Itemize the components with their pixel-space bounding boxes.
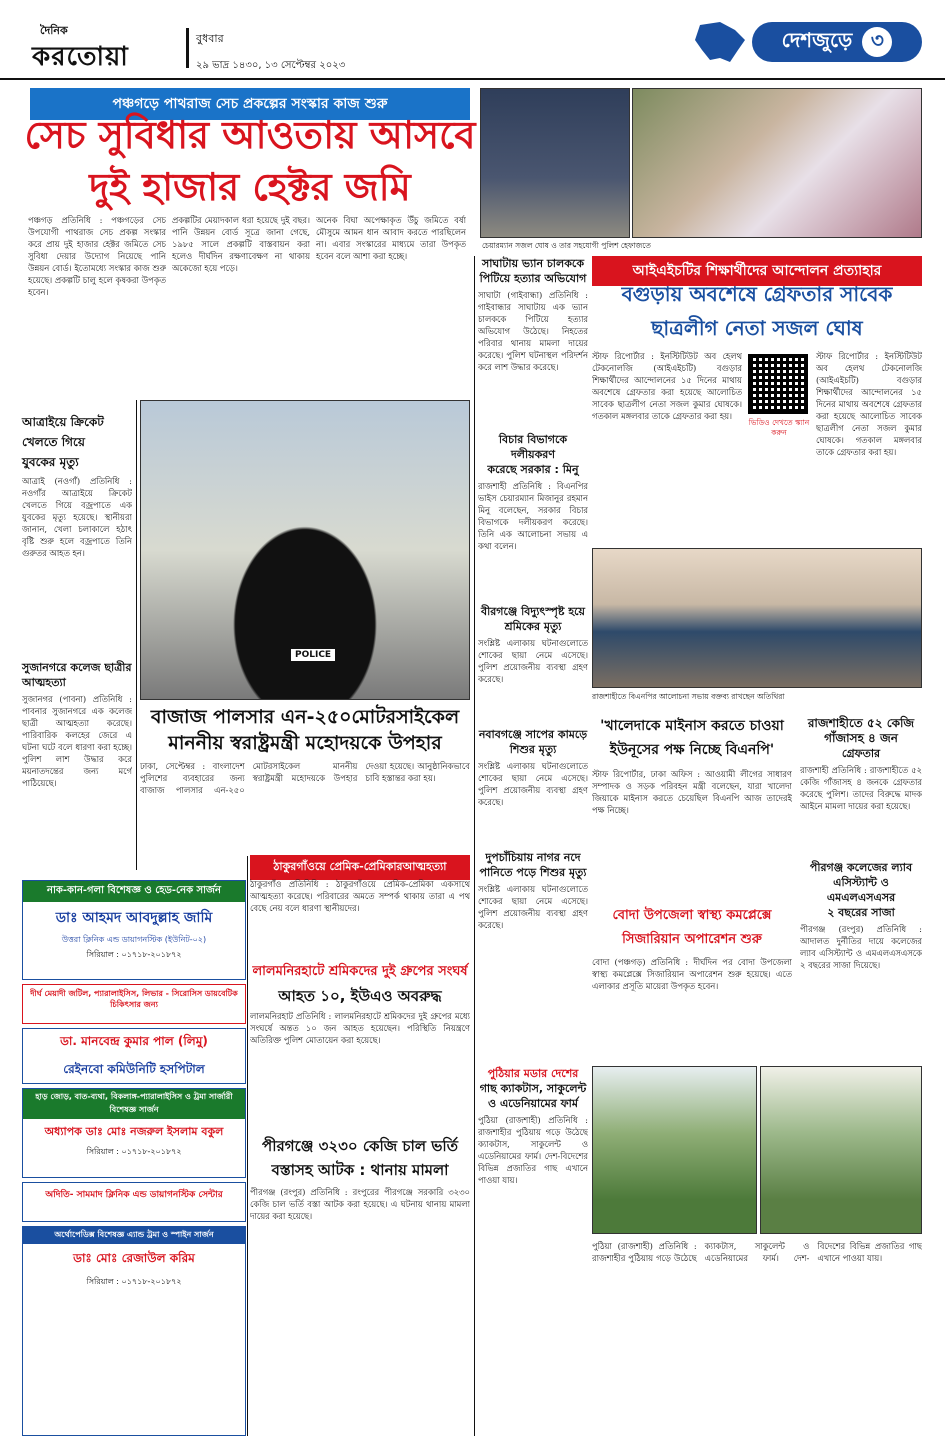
aditi-ad [22,1182,246,1222]
column-rule [474,256,475,1436]
arrest-photo [480,88,630,238]
header-divider [186,28,189,68]
cactus-photo-1 [592,1066,757,1234]
newspaper-logo: করতোয়া [32,42,129,72]
birganj-title-1: বীরগঞ্জে বিদ্যুৎস্পৃষ্ট হয়ে [480,605,585,618]
dupchanchia-title-2: পানিতে পড়ে শিশুর মৃত্যু [479,866,587,879]
lab-body: পীরগঞ্জ (রংপুর) প্রতিনিধি : আদালত দুর্নীতির দায়ে কলেজের ল্যাব এসিস্ট্যান্ট ও এমএলএসএসকে ২ বছরের সাজা দিয়েছে। [800,924,922,970]
ent-clinic: উত্তরা ক্লিনিক এন্ড ডায়াগনস্টিক (ইউনিট-০২) [61,935,207,944]
cactus-body: পুঠিয়া (রাজশাহী) প্রতিনিধি : রাজশাহীর পুঠিয়ায় গড়ে উঠেছে ক্যাকটাস, সাকুলেন্ট ও এডেনিয়ামের ফার্ম। দেশ-বিদেশের বিভিন্ন প্রজাতির গাছ এখানে পাওয়া যায়। [478,1115,588,1185]
qr-code[interactable] [748,354,808,414]
bogura-banner: আইএইচটির শিক্ষার্থীদের আন্দোলন প্রত্যাহার [592,256,922,286]
lab-title-3: ২ বছরের সাজা [827,906,895,919]
cactus-title-3: ও এডেনিয়ামের ফার্ম [488,1097,578,1110]
lalmonirhat-headline-2: আহত ১০, ইউএও অবরুদ্ধ [278,987,442,1005]
seminar-caption: রাজশাহীতে বিএনপির আলোচনা সভায় বক্তব্য রাখছেন অতিথিরা [592,692,785,701]
thakurgaon-banner: ঠাকুরগাঁওয়ে প্রেমিক-প্রেমিকারআত্মহত্যা [250,855,470,880]
spine-header: অর্থোপেডিক্স বিশেষজ্ঞ এ্যান্ড ট্রমা ও স্পাইন সার্জন [23,1227,245,1244]
lead-headline-2: দুই হাজার হেক্টর জমি [89,165,411,209]
diabetes-text: দীর্ঘ মেয়াদী জটিল, প্যারালাইসিস, লিভার - সিরোসিস ডায়বেটিক চিকিৎসার জন্য [30,989,238,1009]
cricket-title-2: খেলতে গিয়ে [22,435,85,449]
ortho-doctor: অধ্যাপক ডাঃ মোঃ নজরুল ইসলাম বকুল [44,1125,224,1138]
bike-headline-1: বাজাজ পালসার এন-২৫০মোটরসাইকেল [150,706,460,728]
ent-ad-header: নাক-কান-গলা বিশেষজ্ঞ ও হেড-নেক সার্জন [23,881,245,902]
cactus-title-1: পুঠিয়ার মডার দেশের [487,1067,579,1080]
header-day: বুধবার [196,32,224,45]
rainbow-name: রেইনবো কমিউনিটি হসপিটাল [63,1062,205,1076]
saghata-title-1: সাঘাটায় ভ্যান চালককে [481,257,585,270]
cricket-body: আত্রাই (নওগাঁ) প্রতিনিধি : নওগাঁর আত্রাইয়ে ক্রিকেট খেলতে গিয়ে বজ্রপাতে এক যুবকের মৃত্যু হয়েছে। স্থানীয়রা জানান, খেলা চলাকালে হঠাৎ বৃষ্টি শুরু হলে বজ্রপাতে তিনি গুরুতর আহত হন। [22,476,132,558]
ent-phone: সিরিয়াল : ০১৭১৮-২০১৮৭২ [86,950,182,959]
dupchanchia-title-1: দুপচাঁচিয়ায় নাগর নদে [485,851,581,864]
cactus-photo-2 [760,1066,922,1234]
doctor2-ad [22,1028,246,1084]
ent-doctor-name: ডাঃ আহমদ আবদুল্লাহ জামি [55,910,213,926]
qr-label: ভিডিও দেখতে স্ক্যান করুন [748,418,810,437]
cricket-story [22,412,132,675]
ganja-title-1: রাজশাহীতে ৫২ কেজি [807,716,915,730]
college-story [22,660,132,913]
cricket-title-3: যুবকের মৃত্যু [22,455,79,469]
header-date: ২৯ ভাদ্র ১৪৩০, ১৩ সেপ্টেম্বর ২০২৩ [196,60,346,71]
nawabganj-title-2: শিশুর মৃত্যু [509,743,557,756]
police-plate: POLICE [291,649,335,661]
page-header [0,0,945,80]
lalmonirhat-headline-1: লালমনিরহাটে শ্রমিকদের দুই গ্রুপের সংঘর্ষ [252,964,468,979]
college-title-2: আত্মহত্যা [22,676,66,689]
mintu-title-2: করেছে সরকার : মিনু [487,463,579,476]
boda-body: বোদা (পঞ্চগড়) প্রতিনিধি : দীর্ঘদিন পর বোদা উপজেলা স্বাস্থ্য কমপ্লেক্সে সিজারিয়ান অপারেশন শুরু হয়েছে। এতে এলাকার প্রসূতি মায়েরা উপকৃত হবেন। [592,957,792,991]
rice-headline-2: বস্তাসহ আটক : থানায় মামলা [271,1161,449,1179]
ganja-story [800,716,922,864]
ortho-header: হাড় জোড়, বাত-ব্যথা, বিকলাঙ্গ-প্যারালাইসিস ও ট্রমা সার্জারী বিশেষজ্ঞ সার্জন [23,1089,245,1119]
rice-body: পীরগঞ্জ (রংপুর) প্রতিনিধি : রংপুরের পীরগঞ্জে সরকারি ৩২৩০ কেজি চাল ভর্তি বস্তা আটক করা হয়েছে। এ ঘটনায় থানায় মামলা দায়ের করা হয়েছে। [250,1187,470,1221]
ent-ad [22,880,246,980]
mintu-body: রাজশাহী প্রতিনিধি : বিএনপির ভাইস চেয়ারম্যান মিজানুর রহমান মিনু বলেছেন, সরকার বিচার বিভাগকে দলীয়করণ করেছে। তিনি এক আলোচনা সভায় এ কথা বলেন। [478,481,588,551]
seminar-photo [592,548,922,688]
cactus-title-2: গাছ ক্যাকটাস, সাকুলেন্ট [479,1082,587,1095]
spine-doctor: ডাঃ মোঃ রেজাউল করিম [73,1251,195,1265]
ortho-ad [22,1088,246,1178]
bogura-headline-1: বগুড়ায় অবশেষে গ্রেফতার সাবেক [621,282,893,306]
spine-ad [22,1226,246,1436]
lalmonirhat-body: লালমনিরহাট প্রতিনিধি : লালমনিরহাটে শ্রমিকদের দুই গ্রুপের মধ্যে সংঘর্ষে অন্তত ১০ জন আহত হয়েছেন। পরিস্থিতি নিয়ন্ত্রণে অতিরিক্ত পুলিশ মোতায়েন করা হয়েছে। [250,1011,470,1045]
lead-col-3: অনেক বিঘা অপেক্ষাকৃত উঁচু জমিতে বর্ষা মৌসুমে আমন ধান আবাদ করতে পারছিলেন না। এবার সংস্কারের মাধ্যমে তারা উপকৃত হবেন বলে আশা করা হচ্ছে। [316,215,466,261]
lead-kicker: পঞ্চগড়ে পাথরাজ সেচ প্রকল্পের সংস্কার কাজ শুরু [30,88,470,120]
bike-headline-2: মাননীয় স্বরাষ্ট্রমন্ত্রী মহোদয়কে উপহার [168,732,442,754]
motorcycle-photo [140,400,470,700]
rice-headline-1: পীরগঞ্জে ৩২৩০ কেজি চাল ভর্তি [262,1137,458,1155]
birganj-body: সংশ্লিষ্ট এলাকায় ঘটনাগুলোতে শোকের ছায়া নেমে এসেছে। পুলিশ প্রয়োজনীয় ব্যবস্থা গ্রহণ করেছে। [478,638,588,684]
thakurgaon-body: ঠাকুরগাঁও প্রতিনিধি : ঠাকুরগাঁওয়ে প্রেমিক-প্রেমিকা একসাথে আত্মহত্যা করেছে। পরিবারের অমতে সম্পর্ক থাকায় তারা এ পথ বেছে নেয় বলে ধারণা স্থানীয়দের। [250,879,470,913]
lab-story [800,860,922,1073]
lab-title-1: পীরগঞ্জ কলেজের ল্যাব [809,861,913,874]
students-photo [632,88,922,238]
photo-caption: চেয়ারম্যান সজল ঘোষ ও তার সহযোগী পুলিশ হেফাজতে [482,241,651,250]
dupchanchia-body: সংশ্লিষ্ট এলাকায় ঘটনাগুলোতে শোকের ছায়া নেমে এসেছে। পুলিশ প্রয়োজনীয় ব্যবস্থা গ্রহণ করেছে। [478,884,588,930]
khaleda-headline-1: 'খালেদাকে মাইনাস করতে চাওয়া [600,718,784,734]
college-body: সুজানগর (পাবনা) প্রতিনিধি : পাবনার সুজানগরে এক কলেজ ছাত্রী আত্মহত্যা করেছে। পারিবারিক কলহের জেরে এ ঘটনা ঘটে বলে ধারণা করা হচ্ছে। পুলিশ লাশ উদ্ধার করে ময়নাতদন্তের জন্য মর্গে পাঠিয়েছে। [22,694,132,788]
saghata-story [478,256,588,459]
spine-phone: সিরিয়াল : ০১৭১৮-২০১৮৭২ [86,1277,182,1286]
logo-subtitle: দৈনিক [40,24,68,37]
page-number: ৩ [862,27,892,57]
bogura-body-2: স্টাফ রিপোর্টার : ইনস্টিটিউট অব হেলথ টেকনোলজি (আইএইচটি) বগুড়ার শিক্ষার্থীদের আন্দোলনের ১৫ দিনের মাথায় অবশেষে গ্রেফতার করা হয়েছে আলোচিত সাবেক ছাত্রলীগ নেতা সজল কুমার ঘোষকে। গতকাল মঙ্গলবার তাকে গ্রেফতার করা হয়। [816,351,922,457]
bangladesh-map-icon [690,20,750,65]
nawabganj-title-1: নবাবগঞ্জে সাপের কামড়ে [478,728,588,741]
boda-headline-1: বোদা উপজেলা স্বাস্থ্য কমপ্লেক্সে [612,908,772,923]
bogura-headline-2: ছাত্রলীগ নেতা সজল ঘোষ [651,316,863,340]
khaleda-headline-2: ইউনূসের পক্ষ নিচ্ছে বিএনপি' [609,742,775,758]
doctor2-name: ডা. মানবেন্দ্র কুমার পাল (লিমু) [60,1034,208,1048]
diabetes-ad [22,984,246,1024]
lab-title-2: এসিস্ট্যান্ট ও এমএলএসএসর [826,876,896,904]
boda-headline-2: সিজারিয়ান অপারেশন শুরু [622,932,762,947]
section-name: দেশজুড়ে [781,27,853,52]
section-badge [752,22,922,62]
short-news [478,604,588,973]
saghata-body: সাঘাটা (গাইবান্ধা) প্রতিনিধি : গাইবান্ধার সাঘাটায় এক ভ্যান চালককে পিটিয়ে হত্যার অভিযোগ উঠেছে। নিহতের পরিবার থানায় মামলা দায়ের করেছে। পুলিশ ঘটনাস্থল পরিদর্শন করে লাশ উদ্ধার করেছে। [478,290,588,372]
ortho-phone: সিরিয়াল : ০১৭১৮-২০১৮৭২ [86,1147,182,1156]
bike-body: ঢাকা, সেপ্টেম্বর : বাংলাদেশ পুলিশের ব্যবহারের জন্য বাজাজ পালসার এন-২৫০ মোটরসাইকেল মাননীয় স্বরাষ্ট্রমন্ত্রী মহোদয়কে উপহার দেওয়া হয়েছে। আনুষ্ঠানিকভাবে চাবি হস্তান্তর করা হয়। [140,761,470,795]
mintu-title-1: বিচার বিভাগকে দলীয়করণ [498,433,568,461]
mintu-story [478,432,588,620]
khaleda-body: স্টাফ রিপোর্টার, ঢাকা অফিস : আওয়ামী লীগের সাধারণ সম্পাদক ও সড়ক পরিবহন মন্ত্রী বলেছেন, যারা খালেদা জিয়াকে মাইনাস করতে চেয়েছিল বিএনপি আজ তাদেরই পক্ষ নিচ্ছে। [592,769,792,815]
ganja-body: রাজশাহী প্রতিনিধি : রাজশাহীতে ৫২ কেজি গাঁজাসহ ৪ জনকে গ্রেফতার করেছে পুলিশ। তাদের বিরুদ্ধে মাদক আইনে মামলা দায়ের করা হয়েছে। [800,765,922,811]
saghata-title-2: পিটিয়ে হত্যার অভিযোগ [479,272,587,285]
lead-headline-1: সেচ সুবিধার আওতায় আসবে [24,113,476,157]
bogura-body: স্টাফ রিপোর্টার : ইনস্টিটিউট অব হেলথ টেকনোলজি (আইএইচটি) বগুড়ার শিক্ষার্থীদের আন্দোলনের ১৫ দিনের মাথায় অবশেষে গ্রেফতার করা হয়েছে আলোচিত সাবেক ছাত্রলীগ নেতা সজল কুমার ঘোষকে। গতকাল মঙ্গলবার তাকে গ্রেফতার করা হয়। [592,351,742,421]
ganja-title-2: গাঁজাসহ ৪ জন [824,731,898,745]
lead-col-2: প্রকল্পটির মেয়াদকাল ধরা হয়েছে দুই বছর। পানি উন্নয়ন বোর্ড সূত্রে জানা গেছে, ১৯৮৫ সালে প্রকল্পটি বাস্তবায়ন করা হলেও দীর্ঘদিন রক্ষণাবেক্ষণ না থাকায় অকেজো হয়ে পড়ে। [172,215,310,273]
ganja-title-3: গ্রেফতার [841,747,881,760]
aditi-name: অদিতি- সামমাদ ক্লিনিক এন্ড ডায়াগনস্টিক সেন্টার [45,1190,223,1200]
college-title-1: সুজানগরে কলেজ ছাত্রীর [22,661,132,674]
cricket-title-1: আত্রাইয়ে ক্রিকেট [22,415,104,429]
column-rule [247,856,248,1436]
lead-col-1: পঞ্চগড় প্রতিনিধি : পঞ্চগড়ের সেচ উপযোগী পাথরাজ সেচ প্রকল্প সংস্কার করে প্রায় দুই হাজার হেক্টর জমিতে সেচ সুবিধা দেয়ার উদ্যোগ নিয়েছে পানি উন্নয়ন বোর্ড। ইতোমধ্যে সংস্কার কাজ শুরু হয়েছে। প্রকল্পটি চালু হলে কৃষকরা উপকৃত হবেন। [28,215,166,297]
cactus-body-2: পুঠিয়া (রাজশাহী) প্রতিনিধি : রাজশাহীর পুঠিয়ায় গড়ে উঠেছে ক্যাকটাস, সাকুলেন্ট ও এডেনিয়ামের ফার্ম। দেশ-বিদেশের বিভিন্ন প্রজাতির গাছ এখানে পাওয়া যায়। [592,1241,922,1263]
nawabganj-body: সংশ্লিষ্ট এলাকায় ঘটনাগুলোতে শোকের ছায়া নেমে এসেছে। পুলিশ প্রয়োজনীয় ব্যবস্থা গ্রহণ করেছে। [478,761,588,807]
cactus-story [478,1066,588,1414]
birganj-title-2: শ্রমিকের মৃত্যু [504,620,562,633]
column-rule [136,400,137,870]
